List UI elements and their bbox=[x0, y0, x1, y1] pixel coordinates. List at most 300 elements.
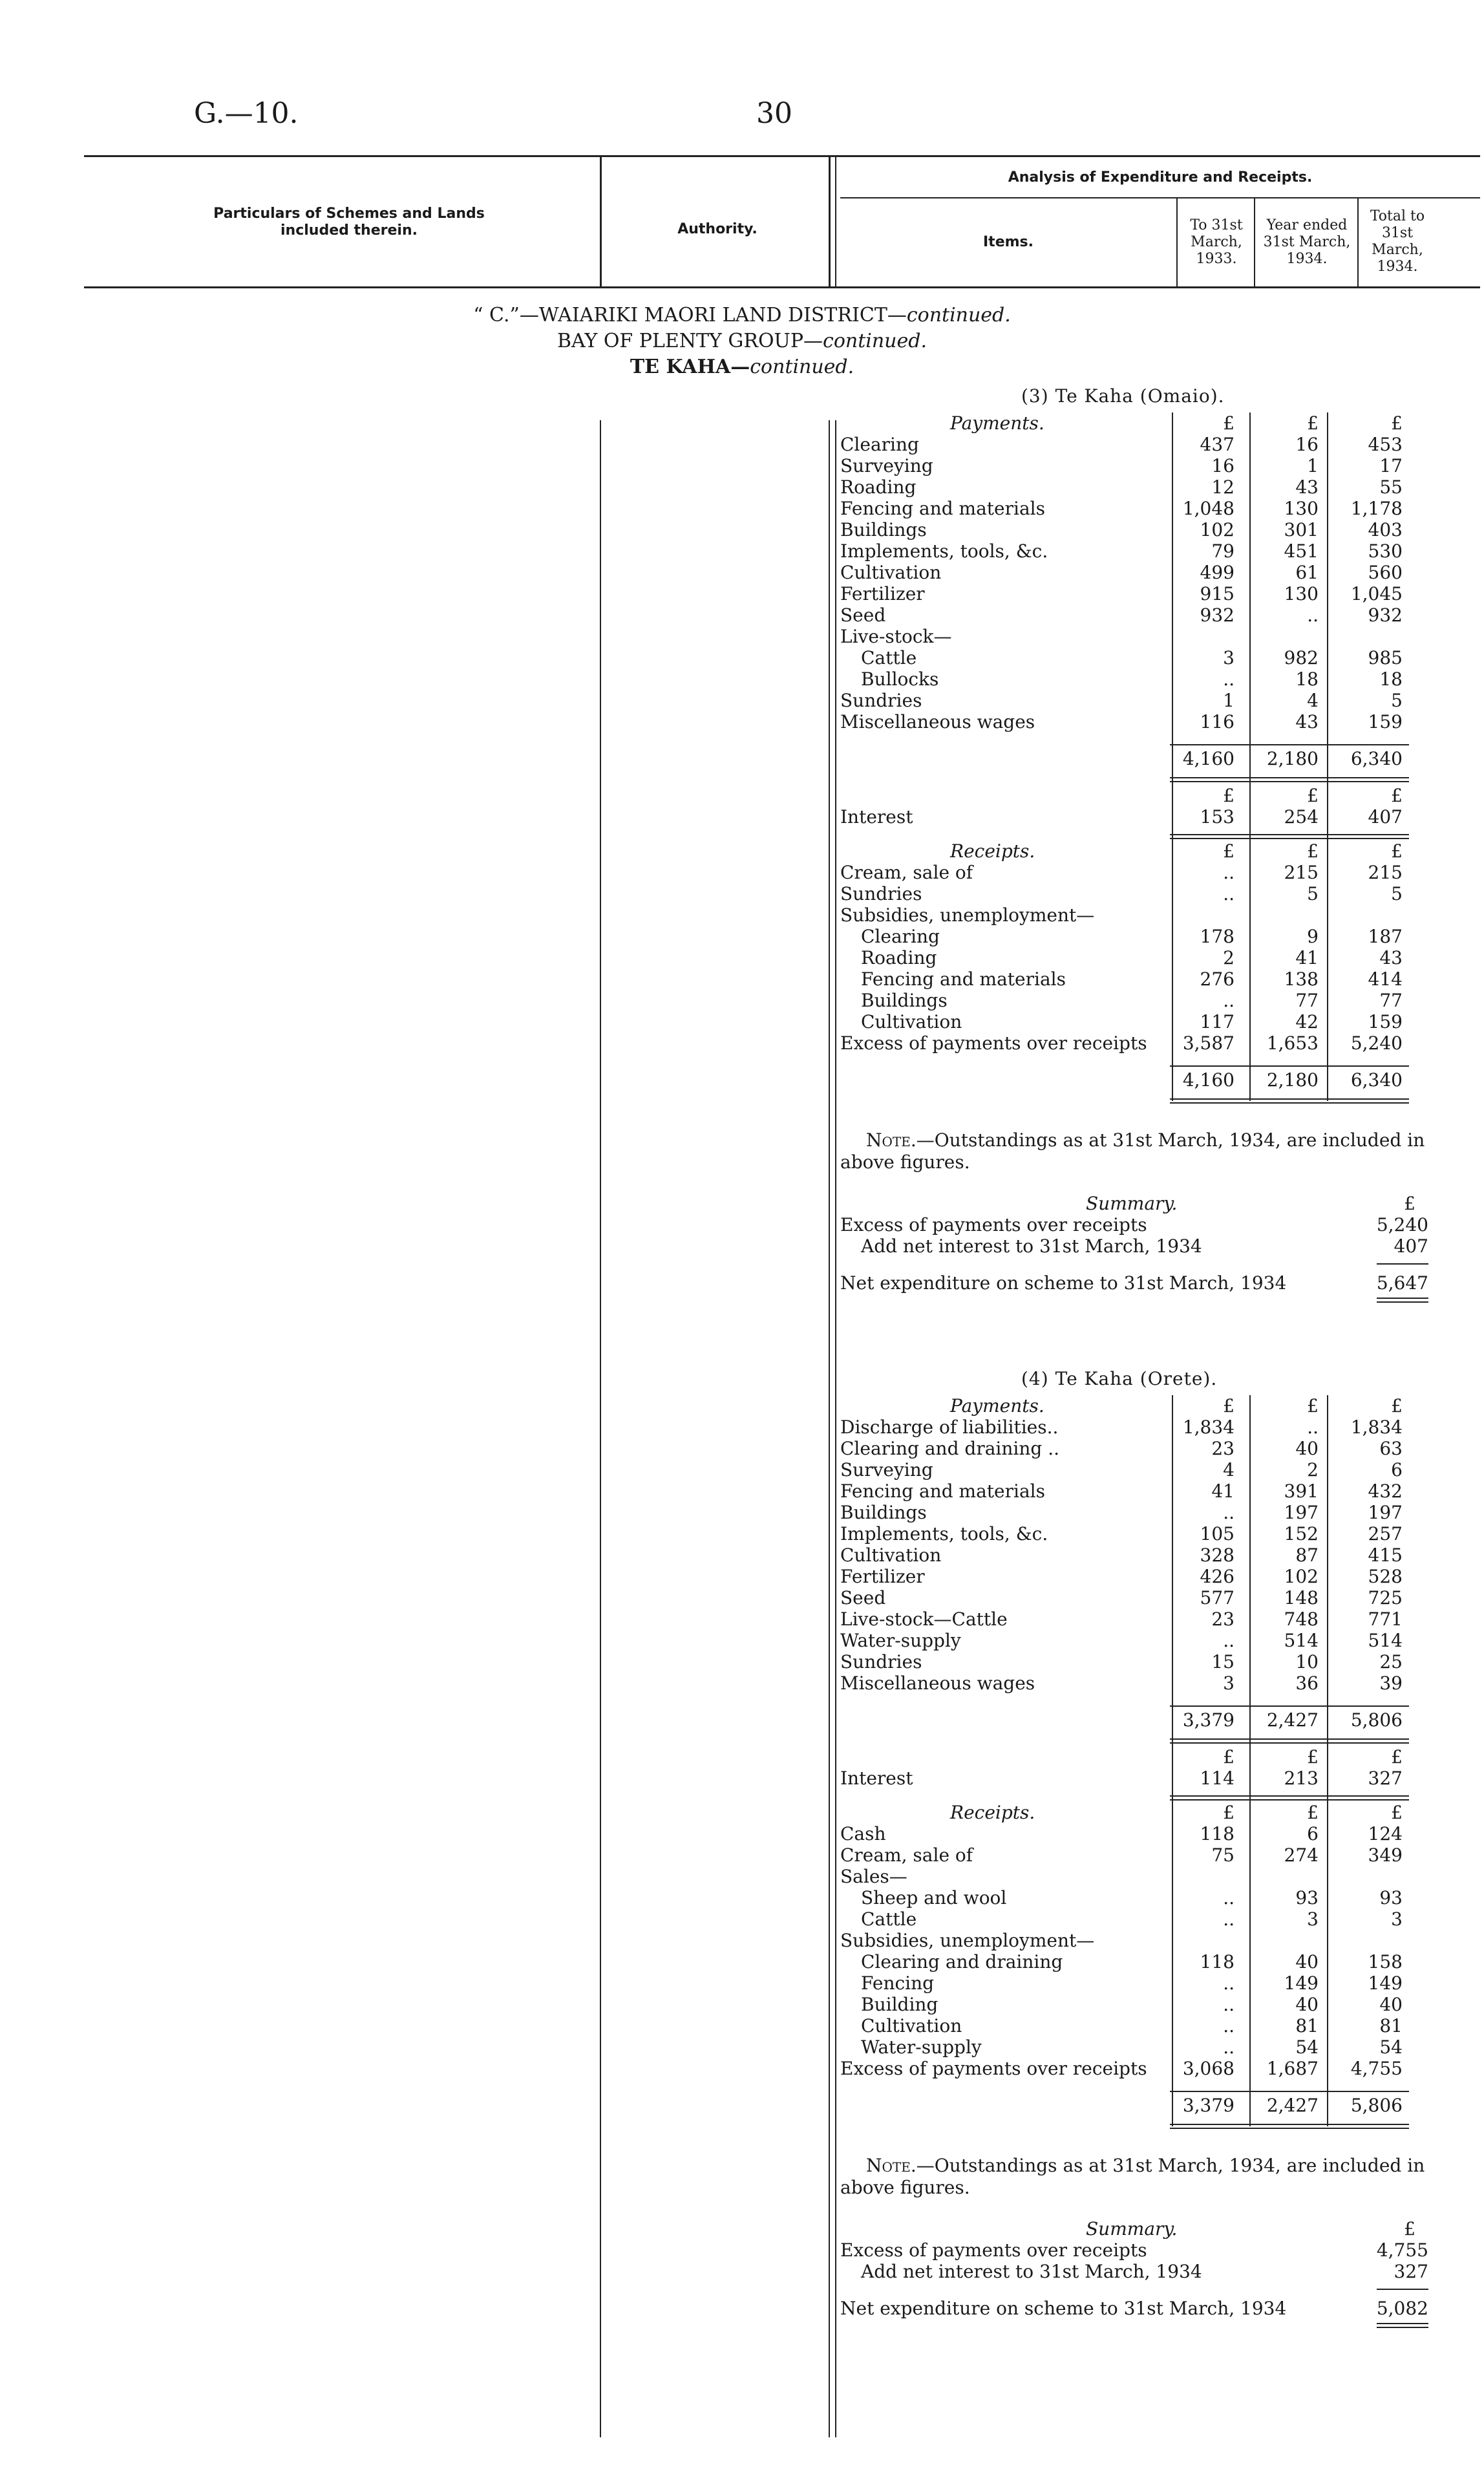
value-total-1934: 1,178 bbox=[1350, 498, 1403, 519]
row-label: Buildings bbox=[840, 1502, 927, 1523]
value-total-1934: 43 bbox=[1379, 947, 1403, 968]
receipt-row bbox=[840, 2058, 1435, 2079]
value-total-1934: 3 bbox=[1391, 1908, 1403, 1930]
summary-rule bbox=[1377, 1263, 1428, 1265]
value-total-1934: 407 bbox=[1368, 806, 1403, 828]
value-year-1934: .. bbox=[1307, 604, 1319, 626]
row-label: Excess of payments over receipts bbox=[840, 1032, 1147, 1054]
payment-row bbox=[840, 583, 1435, 604]
payment-row bbox=[840, 668, 1435, 690]
col-authority: Authority. bbox=[677, 221, 758, 237]
receipt-row bbox=[840, 947, 1435, 968]
value-to-1933: 4,160 bbox=[1182, 1069, 1235, 1091]
row-label: Building bbox=[861, 1994, 938, 2015]
double-total-rule bbox=[1170, 1795, 1409, 1801]
summary-label: Add net interest to 31st March, 1934 bbox=[861, 1235, 1202, 1257]
value-year-1934: 1 bbox=[1307, 455, 1319, 476]
value-year-1934: 54 bbox=[1295, 2036, 1319, 2058]
value-year-1934: 213 bbox=[1284, 1768, 1319, 1789]
value-total-1934: 1,834 bbox=[1350, 1416, 1403, 1438]
ledger-column-rule bbox=[1249, 412, 1251, 1101]
scheme4-section-head: Payments. bbox=[950, 1395, 1044, 1416]
value-total-1934: 349 bbox=[1368, 1844, 1403, 1866]
payment-row bbox=[840, 1609, 1435, 1630]
scheme4-note-lead: Note. bbox=[866, 2155, 917, 2176]
double-total-rule bbox=[1170, 1738, 1409, 1744]
summary-value: 5,240 bbox=[1376, 1214, 1428, 1235]
payment-row bbox=[840, 690, 1435, 711]
value-year-1934: 40 bbox=[1295, 1951, 1319, 1972]
value-total-1934: 187 bbox=[1368, 926, 1403, 947]
value-year-1934: 36 bbox=[1295, 1673, 1319, 1694]
scheme3-summary-currency: £ bbox=[1404, 1193, 1415, 1214]
scheme4-section-head: Receipts. bbox=[950, 1802, 1035, 1823]
value-total-1934: 432 bbox=[1368, 1480, 1403, 1502]
value-total-1934: 63 bbox=[1379, 1438, 1403, 1459]
payment-row bbox=[840, 1416, 1435, 1438]
value-total-1934: 5,806 bbox=[1350, 2095, 1403, 2116]
value-total-1934: 6 bbox=[1391, 1459, 1403, 1480]
row-label: Cultivation bbox=[861, 2015, 962, 2036]
value-total-1934: 40 bbox=[1379, 1994, 1403, 2015]
value-to-1933: 178 bbox=[1200, 926, 1235, 947]
value-year-1934: 2,427 bbox=[1266, 2095, 1319, 2116]
receipt-row bbox=[840, 968, 1435, 990]
interest-currency-row bbox=[840, 1746, 1435, 1768]
value-total-1934: 453 bbox=[1368, 434, 1403, 455]
payment-row bbox=[840, 1630, 1435, 1651]
value-year-1934: 10 bbox=[1295, 1651, 1319, 1673]
value-to-1933: 1 bbox=[1223, 690, 1235, 711]
scheme3-note-text: —Outstandings as at 31st March, 1934, are included in above figures. bbox=[840, 1129, 1425, 1173]
value-total-1934: 124 bbox=[1368, 1823, 1403, 1844]
receipt-row bbox=[840, 1908, 1435, 1930]
double-total-rule bbox=[1170, 834, 1409, 839]
value-year-1934: 43 bbox=[1295, 711, 1319, 732]
value-to-1933: 15 bbox=[1211, 1651, 1235, 1673]
row-label: Clearing and draining bbox=[861, 1951, 1063, 1972]
value-year-1934: 748 bbox=[1284, 1609, 1319, 1630]
value-year-1934: 982 bbox=[1284, 647, 1319, 668]
summary-value: 327 bbox=[1394, 2261, 1428, 2282]
value-to-1933: 3,587 bbox=[1182, 1032, 1235, 1054]
document-reference: G.—10. bbox=[194, 97, 299, 130]
value-total-1934: 6,340 bbox=[1350, 748, 1403, 769]
summary-label: Excess of payments over receipts bbox=[840, 2239, 1147, 2261]
payment-row bbox=[840, 1502, 1435, 1523]
value-total-1934: 560 bbox=[1368, 562, 1403, 583]
row-label: Implements, tools, &c. bbox=[840, 540, 1048, 562]
value-to-1933: 23 bbox=[1211, 1438, 1235, 1459]
row-label: Live-stock—Cattle bbox=[840, 1609, 1008, 1630]
page-number: 30 bbox=[756, 97, 792, 130]
receipt-row bbox=[840, 926, 1435, 947]
value-year-1934: 514 bbox=[1284, 1630, 1319, 1651]
total-rule bbox=[1170, 2091, 1409, 2092]
value-year-1934: 40 bbox=[1295, 1994, 1319, 2015]
value-total-1934: 257 bbox=[1368, 1523, 1403, 1544]
row-label: Seed bbox=[840, 1587, 886, 1609]
row-label: Roading bbox=[840, 476, 917, 498]
interest-row bbox=[840, 806, 1435, 828]
row-label: Sundries bbox=[840, 1651, 922, 1673]
value-total-1934: 17 bbox=[1379, 455, 1403, 476]
scheme4-title: (4) Te Kaha (Orete). bbox=[1021, 1368, 1218, 1389]
value-to-1933: 3,379 bbox=[1182, 1709, 1235, 1731]
value-year-1934: 1,687 bbox=[1266, 2058, 1319, 2079]
receipt-row bbox=[840, 1887, 1435, 1908]
header-divider-2b bbox=[835, 155, 836, 288]
row-label: Interest bbox=[840, 806, 913, 828]
row-label: Cattle bbox=[861, 1908, 917, 1930]
scheme3-title: (3) Te Kaha (Omaio). bbox=[1021, 385, 1225, 407]
total-rule bbox=[1170, 744, 1409, 745]
value-year-1934: 93 bbox=[1295, 1887, 1319, 1908]
value-year-1934: .. bbox=[1307, 1416, 1319, 1438]
value-year-1934: 61 bbox=[1295, 562, 1319, 583]
value-year-1934: 2,427 bbox=[1266, 1709, 1319, 1731]
body-divider-2b bbox=[835, 420, 836, 2437]
value-to-1933: 41 bbox=[1211, 1480, 1235, 1502]
value-year-1934: 274 bbox=[1284, 1844, 1319, 1866]
block-title: TE KAHA—continued. bbox=[630, 356, 854, 378]
payment-row bbox=[840, 1651, 1435, 1673]
row-label: Fencing and materials bbox=[840, 1480, 1045, 1502]
scheme3-ledger bbox=[840, 412, 1435, 1294]
payment-row bbox=[840, 626, 1435, 647]
payments-heading-row bbox=[840, 412, 1435, 434]
body-divider-2 bbox=[829, 420, 830, 2437]
double-total-rule bbox=[1170, 777, 1409, 782]
value-to-1933: .. bbox=[1223, 1630, 1235, 1651]
summary-row bbox=[840, 2261, 1435, 2282]
scheme4-ledger bbox=[840, 1395, 1435, 2319]
value-total-1934: 159 bbox=[1368, 711, 1403, 732]
value-to-1933: 117 bbox=[1200, 1011, 1235, 1032]
row-label: Clearing and draining .. bbox=[840, 1438, 1059, 1459]
payment-row bbox=[840, 1566, 1435, 1587]
value-to-1933: .. bbox=[1223, 668, 1235, 690]
value-year-1934: 4 bbox=[1307, 690, 1319, 711]
summary-heading-row bbox=[840, 2218, 1435, 2239]
payment-row bbox=[840, 455, 1435, 476]
receipt-row bbox=[840, 1032, 1435, 1054]
value-to-1933: 118 bbox=[1200, 1823, 1235, 1844]
payments-heading-row bbox=[840, 1395, 1435, 1416]
value-total-1934: 149 bbox=[1368, 1972, 1403, 1994]
row-label: Fertilizer bbox=[840, 583, 925, 604]
value-to-1933: .. bbox=[1223, 1994, 1235, 2015]
value-total-1934: 403 bbox=[1368, 519, 1403, 540]
value-to-1933: 153 bbox=[1200, 806, 1235, 828]
spacer bbox=[840, 732, 1435, 748]
value-to-1933: .. bbox=[1223, 1502, 1235, 1523]
spacer bbox=[840, 2282, 1435, 2298]
summary-label: Net expenditure on scheme to 31st March, 1934 bbox=[840, 2298, 1287, 2319]
value-year-1934: 3 bbox=[1307, 1908, 1319, 1930]
value-to-1933: 499 bbox=[1200, 562, 1235, 583]
ledger-column-rule bbox=[1327, 1395, 1328, 2126]
value-year-1934: 148 bbox=[1284, 1587, 1319, 1609]
value-total-1934: 54 bbox=[1379, 2036, 1403, 2058]
ledger-column-rule bbox=[1327, 412, 1328, 1101]
body-divider-1 bbox=[600, 420, 601, 2437]
payment-row bbox=[840, 434, 1435, 455]
ledger-column-rule bbox=[1172, 1395, 1173, 2126]
value-year-1934: 43 bbox=[1295, 476, 1319, 498]
col-analysis: Analysis of Expenditure and Receipts. bbox=[1008, 169, 1313, 186]
analysis-rule bbox=[840, 197, 1480, 198]
payment-row bbox=[840, 1438, 1435, 1459]
value-to-1933: 114 bbox=[1200, 1768, 1235, 1789]
receipts-heading-row bbox=[840, 1802, 1435, 1823]
value-year-1934: 254 bbox=[1284, 806, 1319, 828]
row-label: Live-stock— bbox=[840, 626, 952, 647]
total-rule bbox=[1170, 1065, 1409, 1067]
receipt-row bbox=[840, 990, 1435, 1011]
row-label: Implements, tools, &c. bbox=[840, 1523, 1048, 1544]
value-to-1933: .. bbox=[1223, 990, 1235, 1011]
value-to-1933: 118 bbox=[1200, 1951, 1235, 1972]
header-top-rule bbox=[84, 155, 1480, 157]
value-total-1934: 197 bbox=[1368, 1502, 1403, 1523]
scheme-note bbox=[840, 2155, 1435, 2199]
scheme4-summary-head: Summary. bbox=[1086, 2218, 1178, 2239]
row-label: Surveying bbox=[840, 1459, 933, 1480]
receipt-row bbox=[840, 2036, 1435, 2058]
value-to-1933: £ bbox=[1223, 1802, 1235, 1823]
scheme3-section-head: Payments. bbox=[950, 412, 1044, 434]
value-to-1933: .. bbox=[1223, 1908, 1235, 1930]
row-label: Bullocks bbox=[861, 668, 939, 690]
value-to-1933: 328 bbox=[1200, 1544, 1235, 1566]
value-year-1934: £ bbox=[1307, 1802, 1319, 1823]
row-label: Discharge of liabilities.. bbox=[840, 1416, 1059, 1438]
interest-row bbox=[840, 1768, 1435, 1789]
value-to-1933: .. bbox=[1223, 1972, 1235, 1994]
spacer bbox=[840, 2079, 1435, 2095]
value-year-1934: 9 bbox=[1307, 926, 1319, 947]
value-year-1934: 2,180 bbox=[1266, 1069, 1319, 1091]
value-year-1934: 130 bbox=[1284, 583, 1319, 604]
value-to-1933: 3 bbox=[1223, 1673, 1235, 1694]
value-to-1933: £ bbox=[1223, 785, 1235, 806]
value-to-1933: £ bbox=[1223, 1395, 1235, 1416]
value-total-1934: 6,340 bbox=[1350, 1069, 1403, 1091]
value-year-1934: 197 bbox=[1284, 1502, 1319, 1523]
value-total-1934: 55 bbox=[1379, 476, 1403, 498]
value-to-1933: .. bbox=[1223, 862, 1235, 883]
payment-row bbox=[840, 604, 1435, 626]
value-year-1934: 18 bbox=[1295, 668, 1319, 690]
scheme-note bbox=[840, 1129, 1435, 1173]
value-total-1934: 18 bbox=[1379, 668, 1403, 690]
col-year-1934: Year ended 31st March, 1934. bbox=[1263, 217, 1351, 267]
summary-value: 407 bbox=[1394, 1235, 1428, 1257]
value-to-1933: 1,048 bbox=[1182, 498, 1235, 519]
value-year-1934: £ bbox=[1307, 785, 1319, 806]
spacer bbox=[840, 1091, 1435, 1129]
value-total-1934: 415 bbox=[1368, 1544, 1403, 1566]
ledger-column-rule bbox=[1172, 412, 1173, 1101]
summary-label: Add net interest to 31st March, 1934 bbox=[861, 2261, 1202, 2282]
value-total-1934: £ bbox=[1391, 840, 1403, 862]
value-year-1934: £ bbox=[1307, 1746, 1319, 1768]
value-to-1933: 437 bbox=[1200, 434, 1235, 455]
value-year-1934: 40 bbox=[1295, 1438, 1319, 1459]
summary-label: Net expenditure on scheme to 31st March, 1934 bbox=[840, 1272, 1287, 1294]
row-label: Fencing bbox=[861, 1972, 935, 1994]
summary-row bbox=[840, 1214, 1435, 1235]
value-total-1934: 1,045 bbox=[1350, 583, 1403, 604]
value-to-1933: £ bbox=[1223, 1746, 1235, 1768]
payments-total-row bbox=[840, 1709, 1435, 1731]
row-label: Clearing bbox=[861, 926, 940, 947]
value-to-1933: 932 bbox=[1200, 604, 1235, 626]
receipts-heading-row bbox=[840, 840, 1435, 862]
value-total-1934: 725 bbox=[1368, 1587, 1403, 1609]
row-label: Cultivation bbox=[840, 1544, 942, 1566]
receipt-row bbox=[840, 1011, 1435, 1032]
receipt-row bbox=[840, 904, 1435, 926]
value-year-1934: 42 bbox=[1295, 1011, 1319, 1032]
row-label: Cultivation bbox=[840, 562, 942, 583]
value-total-1934: 93 bbox=[1379, 1887, 1403, 1908]
payment-row bbox=[840, 540, 1435, 562]
col-total-1934: Total to 31st March, 1934. bbox=[1370, 208, 1425, 275]
group-title: BAY OF PLENTY GROUP—continued. bbox=[557, 330, 927, 352]
receipt-row bbox=[840, 1823, 1435, 1844]
value-total-1934: 5,240 bbox=[1350, 1032, 1403, 1054]
header-divider-5 bbox=[1357, 197, 1359, 288]
value-year-1934: 41 bbox=[1295, 947, 1319, 968]
receipt-row bbox=[840, 883, 1435, 904]
spacer bbox=[840, 1054, 1435, 1069]
row-label: Cream, sale of bbox=[840, 1844, 973, 1866]
value-year-1934: 77 bbox=[1295, 990, 1319, 1011]
payment-row bbox=[840, 476, 1435, 498]
value-total-1934: 158 bbox=[1368, 1951, 1403, 1972]
value-to-1933: 4 bbox=[1223, 1459, 1235, 1480]
payment-row bbox=[840, 1673, 1435, 1694]
value-total-1934: 932 bbox=[1368, 604, 1403, 626]
row-label: Fencing and materials bbox=[861, 968, 1066, 990]
value-year-1934: 1,653 bbox=[1266, 1032, 1319, 1054]
value-to-1933: £ bbox=[1223, 412, 1235, 434]
value-total-1934: 77 bbox=[1379, 990, 1403, 1011]
spacer bbox=[840, 1257, 1435, 1272]
row-label: Miscellaneous wages bbox=[840, 711, 1035, 732]
col-to-1933: To 31st March, 1933. bbox=[1190, 217, 1243, 267]
value-total-1934: 514 bbox=[1368, 1630, 1403, 1651]
value-to-1933: 16 bbox=[1211, 455, 1235, 476]
receipt-row bbox=[840, 2015, 1435, 2036]
value-to-1933: 12 bbox=[1211, 476, 1235, 498]
receipt-row bbox=[840, 1972, 1435, 1994]
scheme4-note-text: —Outstandings as at 31st March, 1934, are included in above figures. bbox=[840, 2155, 1425, 2198]
spacer bbox=[840, 2116, 1435, 2155]
value-to-1933: .. bbox=[1223, 1887, 1235, 1908]
value-year-1934: 5 bbox=[1307, 883, 1319, 904]
row-label: Seed bbox=[840, 604, 886, 626]
scheme3-summary-head: Summary. bbox=[1086, 1193, 1178, 1214]
value-total-1934: £ bbox=[1391, 1802, 1403, 1823]
value-year-1934: 451 bbox=[1284, 540, 1319, 562]
summary-label: Excess of payments over receipts bbox=[840, 1214, 1147, 1235]
value-year-1934: 215 bbox=[1284, 862, 1319, 883]
summary-value: 5,082 bbox=[1376, 2298, 1428, 2319]
summary-rule bbox=[1377, 2289, 1428, 2290]
value-to-1933: .. bbox=[1223, 883, 1235, 904]
header-divider-4 bbox=[1254, 197, 1255, 288]
payment-row bbox=[840, 1587, 1435, 1609]
value-year-1934: 87 bbox=[1295, 1544, 1319, 1566]
value-to-1933: 2 bbox=[1223, 947, 1235, 968]
row-label: Sheep and wool bbox=[861, 1887, 1007, 1908]
receipt-row bbox=[840, 1951, 1435, 1972]
summary-value: 4,755 bbox=[1376, 2239, 1428, 2261]
summary-net-row bbox=[840, 1272, 1435, 1294]
payment-row bbox=[840, 647, 1435, 668]
row-label: Cultivation bbox=[861, 1011, 962, 1032]
value-year-1934: 152 bbox=[1284, 1523, 1319, 1544]
row-label: Water-supply bbox=[861, 2036, 982, 2058]
summary-row bbox=[840, 2239, 1435, 2261]
value-total-1934: 25 bbox=[1379, 1651, 1403, 1673]
value-total-1934: 81 bbox=[1379, 2015, 1403, 2036]
value-to-1933: 79 bbox=[1211, 540, 1235, 562]
value-total-1934: 5 bbox=[1391, 883, 1403, 904]
value-total-1934: £ bbox=[1391, 785, 1403, 806]
value-to-1933: 426 bbox=[1200, 1566, 1235, 1587]
row-label: Clearing bbox=[840, 434, 919, 455]
value-year-1934: 149 bbox=[1284, 1972, 1319, 1994]
value-year-1934: £ bbox=[1307, 840, 1319, 862]
value-total-1934: 159 bbox=[1368, 1011, 1403, 1032]
value-to-1933: 116 bbox=[1200, 711, 1235, 732]
row-label: Buildings bbox=[861, 990, 948, 1011]
value-total-1934: 215 bbox=[1368, 862, 1403, 883]
value-total-1934: 414 bbox=[1368, 968, 1403, 990]
value-year-1934: 16 bbox=[1295, 434, 1319, 455]
summary-double-rule bbox=[1377, 1298, 1428, 1303]
row-label: Fertilizer bbox=[840, 1566, 925, 1587]
value-to-1933: 23 bbox=[1211, 1609, 1235, 1630]
total-rule bbox=[1170, 1705, 1409, 1707]
spacer bbox=[840, 2199, 1435, 2218]
value-to-1933: 105 bbox=[1200, 1523, 1235, 1544]
receipt-row bbox=[840, 1994, 1435, 2015]
summary-double-rule bbox=[1377, 2323, 1428, 2328]
value-to-1933: £ bbox=[1223, 840, 1235, 862]
receipt-row bbox=[840, 1930, 1435, 1951]
value-total-1934: 4,755 bbox=[1350, 2058, 1403, 2079]
row-label: Cattle bbox=[861, 647, 917, 668]
payment-row bbox=[840, 1459, 1435, 1480]
value-year-1934: 6 bbox=[1307, 1823, 1319, 1844]
double-total-rule bbox=[1170, 1098, 1409, 1104]
payment-row bbox=[840, 1523, 1435, 1544]
row-label: Excess of payments over receipts bbox=[840, 2058, 1147, 2079]
row-label: Water-supply bbox=[840, 1630, 961, 1651]
value-year-1934: 138 bbox=[1284, 968, 1319, 990]
receipt-row bbox=[840, 1866, 1435, 1887]
value-year-1934: 102 bbox=[1284, 1566, 1319, 1587]
value-total-1934: 327 bbox=[1368, 1768, 1403, 1789]
spacer bbox=[840, 1173, 1435, 1193]
payment-row bbox=[840, 1544, 1435, 1566]
value-to-1933: 4,160 bbox=[1182, 748, 1235, 769]
